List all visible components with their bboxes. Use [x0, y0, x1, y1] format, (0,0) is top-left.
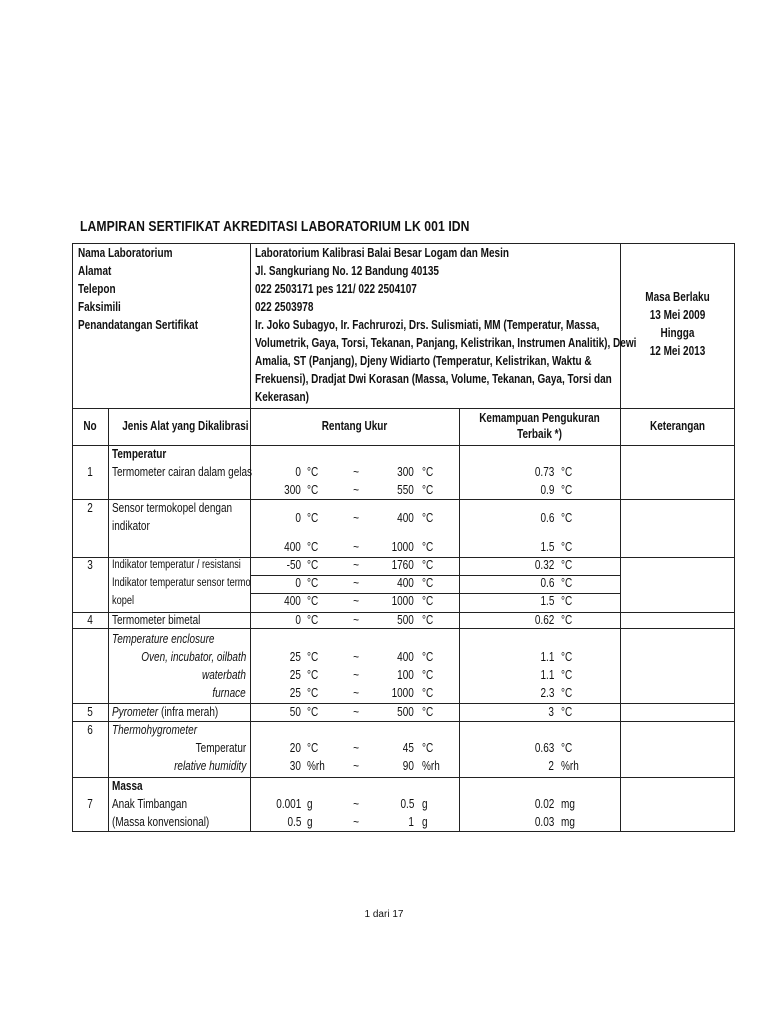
- info-value-line: 022 2503171 pes 121/ 022 2504107: [255, 282, 417, 296]
- range-max-unit: °C: [422, 650, 434, 664]
- validity-end: 12 Mei 2013: [649, 344, 706, 358]
- instrument-subname: Oven, incubator, oilbath: [140, 650, 246, 664]
- capability-value: 3: [548, 705, 554, 719]
- range-min: 0: [295, 613, 301, 627]
- range-min-unit: %rh: [307, 759, 325, 773]
- range-max-unit: °C: [422, 613, 434, 627]
- info-label-signatory: Penandatangan Sertifikat: [78, 318, 199, 332]
- capability-unit: mg: [561, 815, 575, 829]
- instrument-note: (infra merah): [161, 705, 219, 719]
- info-value-line: Jl. Sangkuriang No. 12 Bandung 40135: [255, 264, 439, 278]
- capability-unit: °C: [561, 650, 573, 664]
- range-min: 25: [289, 650, 301, 664]
- capability-value: 1.5: [540, 594, 554, 608]
- range-min: 0.001: [275, 797, 301, 811]
- range-max-unit: °C: [422, 511, 434, 525]
- instrument-name: Indikator temperatur / resistansi: [112, 559, 241, 571]
- row-number: 6: [87, 723, 93, 737]
- range-separator: ~: [353, 668, 359, 682]
- page-number: 1 dari 17: [364, 909, 404, 920]
- range-max-unit: °C: [422, 668, 434, 682]
- instrument-subname: Temperatur: [195, 741, 246, 755]
- info-value-line: Laboratorium Kalibrasi Balai Besar Logam dan Mesin: [255, 246, 509, 260]
- capability-unit: °C: [561, 558, 573, 572]
- column-divider: [459, 408, 460, 832]
- instrument-subname: furnace: [212, 686, 246, 700]
- header-no: No: [83, 419, 97, 433]
- range-min-unit: °C: [307, 613, 319, 627]
- range-separator: ~: [353, 540, 359, 554]
- capability-unit: °C: [561, 483, 573, 497]
- capability-value: 0.73: [534, 465, 554, 479]
- range-min: -50: [286, 558, 301, 572]
- range-min: 400: [284, 540, 301, 554]
- range-separator: ~: [353, 650, 359, 664]
- range-separator: ~: [353, 483, 359, 497]
- instrument-name: Sensor termokopel dengan: [112, 501, 233, 515]
- capability-value: 0.62: [534, 613, 554, 627]
- capability-value: 2.3: [540, 686, 554, 700]
- capability-unit: mg: [561, 797, 575, 811]
- range-min: 25: [289, 668, 301, 682]
- range-min: 400: [284, 594, 301, 608]
- document-title: LAMPIRAN SERTIFIKAT AKREDITASI LABORATORIUM LK 001 IDN: [80, 219, 470, 235]
- range-max-unit: °C: [422, 576, 434, 590]
- capability-unit: °C: [561, 576, 573, 590]
- range-separator: ~: [353, 594, 359, 608]
- capability-unit: °C: [561, 741, 573, 755]
- range-max-unit: °C: [422, 705, 434, 719]
- capability-unit: °C: [561, 613, 573, 627]
- row-divider: [72, 777, 735, 778]
- capability-unit: °C: [561, 540, 573, 554]
- capability-unit: °C: [561, 705, 573, 719]
- range-separator: ~: [353, 797, 359, 811]
- range-max-unit: °C: [422, 465, 434, 479]
- instrument-subname: waterbath: [202, 668, 246, 682]
- range-max-unit: g: [422, 797, 428, 811]
- instrument-name: Termometer cairan dalam gelas: [112, 465, 253, 479]
- range-min-unit: °C: [307, 465, 319, 479]
- instrument-subname: relative humidity: [173, 759, 246, 773]
- range-max: 1760: [391, 558, 414, 572]
- info-label-lab-name: Nama Laboratorium: [78, 246, 173, 260]
- info-label-fax: Faksimili: [78, 300, 121, 314]
- validity-until: Hingga: [660, 326, 695, 340]
- header-jenis: Jenis Alat yang Dikalibrasi: [122, 419, 249, 433]
- capability-value: 0.03: [534, 815, 554, 829]
- range-min-unit: °C: [307, 650, 319, 664]
- range-max: 90: [402, 759, 414, 773]
- instrument-name: Thermohygrometer: [112, 723, 198, 737]
- instrument-name: Termometer bimetal: [112, 613, 201, 627]
- capability-value: 0.6: [540, 576, 554, 590]
- capability-value: 1.5: [540, 540, 554, 554]
- range-max: 1000: [391, 686, 414, 700]
- range-max-unit: °C: [422, 558, 434, 572]
- range-min-unit: °C: [307, 668, 319, 682]
- capability-unit: °C: [561, 465, 573, 479]
- range-min-unit: °C: [307, 558, 319, 572]
- range-separator: ~: [353, 741, 359, 755]
- row-number: 3: [87, 558, 93, 572]
- range-min: 0: [295, 465, 301, 479]
- row-number: 5: [87, 705, 93, 719]
- capability-value: 1.1: [540, 668, 554, 682]
- range-min-unit: °C: [307, 540, 319, 554]
- instrument-name: (Massa konvensional): [112, 815, 210, 829]
- range-min-unit: °C: [307, 511, 319, 525]
- range-min-unit: g: [307, 797, 313, 811]
- range-separator: ~: [353, 613, 359, 627]
- instrument-name: indikator: [112, 519, 150, 533]
- range-min: 50: [289, 705, 301, 719]
- info-value-line: 022 2503978: [255, 300, 314, 314]
- range-separator: ~: [353, 686, 359, 700]
- header-kemampuan: Kemampuan Pengukuran: [479, 411, 600, 425]
- range-separator: ~: [353, 815, 359, 829]
- range-separator: ~: [353, 465, 359, 479]
- capability-value: 0.63: [534, 741, 554, 755]
- capability-unit: %rh: [561, 759, 579, 773]
- range-max-unit: °C: [422, 540, 434, 554]
- capability-value: 0.6: [540, 511, 554, 525]
- capability-value: 0.9: [540, 483, 554, 497]
- range-min: 0: [295, 576, 301, 590]
- range-separator: ~: [353, 759, 359, 773]
- range-min: 300: [284, 483, 301, 497]
- range-separator: ~: [353, 576, 359, 590]
- range-max: 100: [397, 668, 414, 682]
- range-min: 20: [289, 741, 301, 755]
- range-max: 400: [397, 576, 414, 590]
- range-max-unit: g: [422, 815, 428, 829]
- range-max: 500: [397, 613, 414, 627]
- range-max: 500: [397, 705, 414, 719]
- range-separator: ~: [353, 511, 359, 525]
- info-value-line: Volumetrik, Gaya, Torsi, Tekanan, Panjang, Kelistrikan, Instrumen Analitik), Dewi: [255, 336, 637, 350]
- column-divider: [620, 243, 621, 832]
- row-divider: [72, 628, 735, 629]
- column-divider: [108, 408, 109, 832]
- range-min: 30: [289, 759, 301, 773]
- range-max-unit: %rh: [422, 759, 440, 773]
- info-value-line: Ir. Joko Subagyo, Ir. Fachrurozi, Drs. Sulismiati, MM (Temperatur, Massa,: [255, 318, 600, 332]
- range-separator: ~: [353, 705, 359, 719]
- capability-value: 1.1: [540, 650, 554, 664]
- range-max: 1000: [391, 540, 414, 554]
- range-max: 400: [397, 650, 414, 664]
- row-number: 7: [87, 797, 93, 811]
- info-label-phone: Telepon: [78, 282, 116, 296]
- range-max: 550: [397, 483, 414, 497]
- range-max: 45: [402, 741, 414, 755]
- range-max-unit: °C: [422, 686, 434, 700]
- instrument-name: kopel: [112, 595, 134, 607]
- info-value-line: Kekerasan): [255, 390, 309, 404]
- instrument-name: Pyrometer: [112, 705, 159, 719]
- info-value-line: Amalia, ST (Panjang), Djeny Widiarto (Temperatur, Kelistrikan, Waktu &: [255, 354, 592, 368]
- header-rentang: Rentang Ukur: [321, 419, 388, 433]
- range-min-unit: g: [307, 815, 313, 829]
- row-number: 1: [87, 465, 93, 479]
- capability-unit: °C: [561, 511, 573, 525]
- range-min-unit: °C: [307, 483, 319, 497]
- row-number: 2: [87, 501, 93, 515]
- range-min-unit: °C: [307, 576, 319, 590]
- range-max-unit: °C: [422, 594, 434, 608]
- range-min: 0: [295, 511, 301, 525]
- range-min-unit: °C: [307, 594, 319, 608]
- capability-unit: °C: [561, 686, 573, 700]
- instrument-name: Indikator temperatur sensor termo: [112, 577, 251, 589]
- validity-label: Masa Berlaku: [645, 290, 710, 304]
- range-max-unit: °C: [422, 483, 434, 497]
- row-number: 4: [87, 613, 93, 627]
- range-max: 0.5: [400, 797, 414, 811]
- capability-value: 2: [548, 759, 554, 773]
- range-min-unit: °C: [307, 686, 319, 700]
- range-separator: ~: [353, 558, 359, 572]
- header-divider: [72, 408, 735, 409]
- range-max: 400: [397, 511, 414, 525]
- range-min: 0.5: [287, 815, 301, 829]
- range-min-unit: °C: [307, 705, 319, 719]
- range-max: 1000: [391, 594, 414, 608]
- instrument-name: Temperature enclosure: [112, 632, 215, 646]
- section-label-temperatur: Temperatur: [112, 447, 167, 461]
- range-min: 25: [289, 686, 301, 700]
- info-value-line: Frekuensi), Dradjat Dwi Korasan (Massa, Volume, Tekanan, Gaya, Torsi dan: [255, 372, 612, 386]
- capability-value: 0.02: [534, 797, 554, 811]
- header-keterangan: Keterangan: [649, 419, 706, 433]
- range-max: 300: [397, 465, 414, 479]
- info-label-address: Alamat: [78, 264, 112, 278]
- column-divider: [250, 243, 251, 832]
- capability-value: 0.32: [534, 558, 554, 572]
- validity-start: 13 Mei 2009: [649, 308, 706, 322]
- capability-unit: °C: [561, 668, 573, 682]
- range-min-unit: °C: [307, 741, 319, 755]
- header-divider: [72, 445, 735, 446]
- section-label-massa: Massa: [112, 779, 143, 793]
- instrument-name: Anak Timbangan: [112, 797, 188, 811]
- range-max: 1: [408, 815, 414, 829]
- header-kemampuan: Terbaik *): [517, 427, 562, 441]
- range-max-unit: °C: [422, 741, 434, 755]
- capability-unit: °C: [561, 594, 573, 608]
